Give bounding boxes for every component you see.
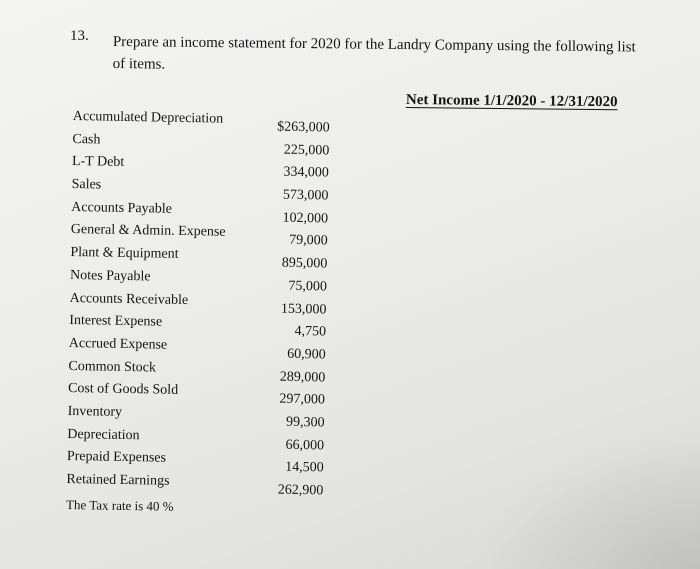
item-amount: 60,900 (287, 346, 326, 363)
item-label: Cost of Goods Sold (67, 381, 179, 399)
item-amount: 99,300 (285, 414, 325, 431)
item-amount: 262,900 (277, 482, 324, 499)
item-amount: 895,000 (281, 255, 328, 272)
item-label: L-T Debt (71, 154, 125, 171)
item-label: Sales (71, 177, 102, 193)
item-label: Accrued Expense (68, 335, 168, 353)
item-label: Accumulated Depreciation (72, 108, 224, 127)
item-label: Accounts Receivable (69, 290, 189, 308)
item-label: Interest Expense (69, 313, 163, 330)
item-label: General & Admin. Expense (70, 222, 226, 241)
item-label: Common Stock (68, 358, 157, 376)
item-amount: 102,000 (282, 210, 329, 227)
item-amount: 153,000 (280, 301, 327, 317)
item-label: Prepaid Expenses (66, 449, 167, 466)
photo-shadow (480, 429, 700, 569)
item-label: Notes Payable (69, 267, 151, 285)
item-amount: 573,000 (282, 187, 329, 204)
item-amount: 79,000 (289, 233, 328, 249)
item-amount: 75,000 (288, 278, 328, 295)
item-label: Depreciation (67, 426, 140, 443)
item-label: Accounts Payable (71, 199, 173, 217)
item-label: Plant & Equipment (70, 245, 179, 262)
tax-rate-note: The Tax rate is 40 % (65, 496, 174, 514)
net-income-heading: Net Income 1/1/2020 - 12/31/2020 (405, 92, 618, 111)
item-amount: 4,750 (294, 324, 327, 340)
item-amount: 225,000 (283, 142, 330, 159)
item-amount: 14,500 (285, 460, 324, 476)
item-amount: 289,000 (279, 369, 326, 386)
item-label: Retained Earnings (66, 471, 170, 489)
question-prompt: Prepare an income statement for 2020 for the Landry Company using the following list of items. (112, 33, 636, 73)
item-label: Inventory (67, 403, 123, 420)
item-list (66, 106, 363, 521)
item-label: Cash (72, 131, 101, 148)
item-row (66, 469, 356, 497)
item-amount: 297,000 (279, 391, 326, 408)
item-amount: 66,000 (285, 437, 325, 454)
item-amount: 334,000 (283, 165, 329, 181)
question-number: 13. (70, 28, 89, 44)
item-amount: $263,000 (277, 119, 330, 136)
